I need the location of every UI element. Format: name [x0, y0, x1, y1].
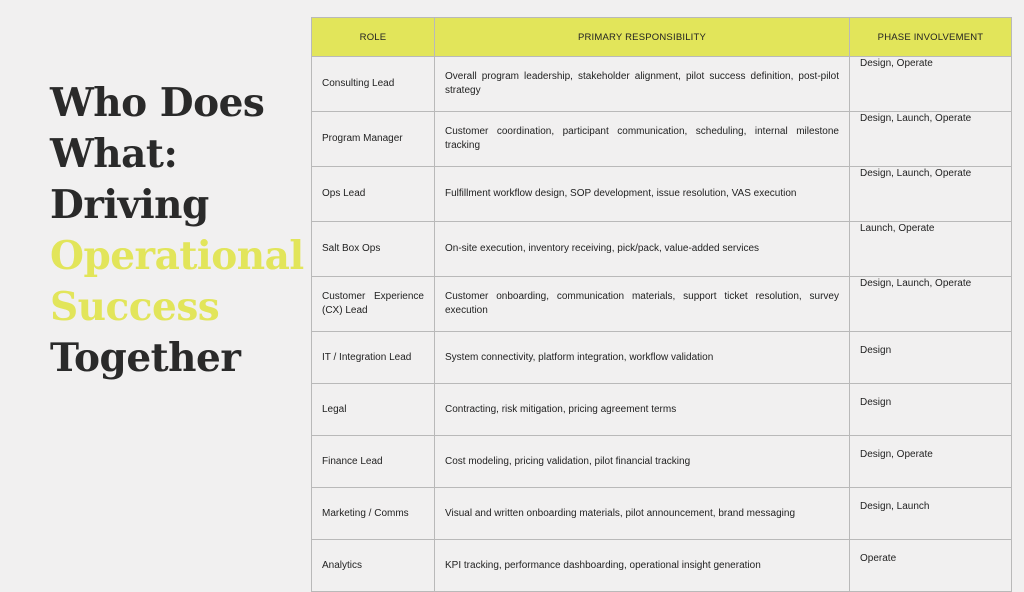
- header-role: ROLE: [312, 18, 435, 57]
- role-cell: Program Manager: [312, 112, 435, 167]
- table-row: [312, 112, 1012, 167]
- role-cell: Consulting Lead: [312, 57, 435, 112]
- header-phase: PHASE INVOLVEMENT: [850, 18, 1012, 57]
- role-cell: Marketing / Comms: [312, 488, 435, 540]
- role-cell: Salt Box Ops: [312, 222, 435, 277]
- table-row: [312, 167, 1012, 222]
- title-line: What:: [50, 131, 178, 177]
- phase-cell: Design, Operate: [850, 436, 1012, 488]
- table-row: [312, 222, 1012, 277]
- role-cell: Legal: [312, 384, 435, 436]
- responsibility-cell: Contracting, risk mitigation, pricing agreement terms: [435, 384, 850, 436]
- role-cell: Ops Lead: [312, 167, 435, 222]
- phase-cell: Design, Launch: [850, 488, 1012, 540]
- title-highlight-line: Success: [50, 284, 220, 330]
- header-responsibility: PRIMARY RESPONSIBILITY: [435, 18, 850, 57]
- role-cell: IT / Integration Lead: [312, 332, 435, 384]
- table-header-row: [312, 18, 1012, 57]
- table-row: [312, 57, 1012, 112]
- responsibility-cell: KPI tracking, performance dashboarding, operational insight generation: [435, 540, 850, 592]
- title-highlight-line: Operational: [50, 233, 304, 279]
- responsibility-cell: Customer coordination, participant communication, scheduling, internal milestone tracking: [435, 112, 850, 167]
- title-line: Who Does: [50, 80, 265, 126]
- responsibility-cell: Overall program leadership, stakeholder alignment, pilot success definition, post-pilot strategy: [435, 57, 850, 112]
- responsibility-cell: System connectivity, platform integration, workflow validation: [435, 332, 850, 384]
- table-row: [312, 488, 1012, 540]
- phase-cell: Launch, Operate: [850, 222, 1012, 277]
- role-cell: Finance Lead: [312, 436, 435, 488]
- responsibility-cell: Cost modeling, pricing validation, pilot financial tracking: [435, 436, 850, 488]
- table-row: [312, 384, 1012, 436]
- responsibility-cell: Visual and written onboarding materials, pilot announcement, brand messaging: [435, 488, 850, 540]
- phase-cell: Design, Operate: [850, 57, 1012, 112]
- roles-table: [311, 17, 1012, 592]
- phase-cell: Design, Launch, Operate: [850, 167, 1012, 222]
- phase-cell: Design: [850, 332, 1012, 384]
- table-row: [312, 436, 1012, 488]
- table-row: [312, 540, 1012, 592]
- responsibility-cell: Fulfillment workflow design, SOP development, issue resolution, VAS execution: [435, 167, 850, 222]
- responsibility-cell: On-site execution, inventory receiving, pick/pack, value-added services: [435, 222, 850, 277]
- responsibility-cell: Customer onboarding, communication materials, support ticket resolution, survey execution: [435, 277, 850, 332]
- table-row: [312, 277, 1012, 332]
- title-line: Together: [50, 335, 241, 381]
- phase-cell: Design: [850, 384, 1012, 436]
- phase-cell: Design, Launch, Operate: [850, 112, 1012, 167]
- table-row: [312, 332, 1012, 384]
- role-cell: Customer Experience (CX) Lead: [312, 277, 435, 332]
- phase-cell: Operate: [850, 540, 1012, 592]
- title-line: Driving: [50, 182, 209, 228]
- role-cell: Analytics: [312, 540, 435, 592]
- slide-title: [50, 78, 304, 384]
- phase-cell: Design, Launch, Operate: [850, 277, 1012, 332]
